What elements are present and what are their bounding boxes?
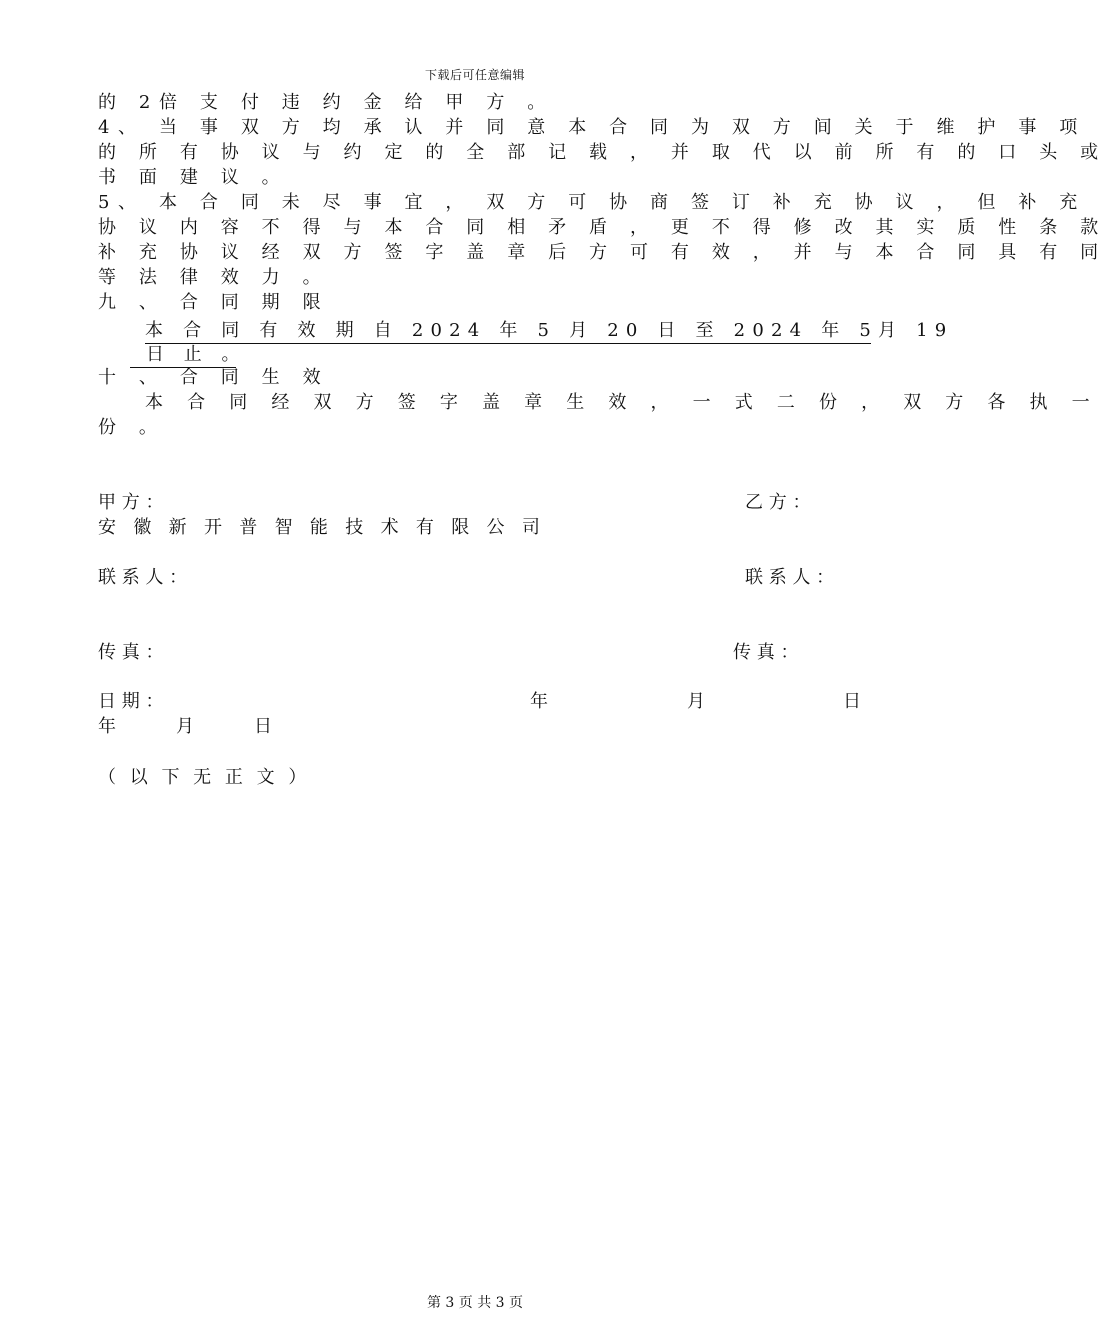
effect-text-end: 份 。 bbox=[98, 417, 166, 438]
term-period-text: 本 合 同 有 效 期 自 2024 年 5 月 20 日 至 2024 年 5月 19 bbox=[145, 320, 954, 341]
contact-a-label: 联 系 人 ： bbox=[98, 567, 188, 588]
date-day: 日 bbox=[843, 691, 861, 712]
paragraph-line: 书 面 建 议 。 bbox=[98, 167, 289, 188]
paragraph-line: 的 所 有 协 议 与 约 定 的 全 部 记 载 ， 并 取 代 以 前 所 有 的 口 头 或 bbox=[98, 142, 1107, 163]
section-title-term: 九 、 合 同 期 限 bbox=[98, 292, 330, 313]
party-a-label: 甲 方 ： bbox=[98, 492, 164, 513]
section-title-effect: 十 、 合 同 生 效 bbox=[98, 367, 330, 388]
page-footer: 第 3 页 共 3 页 bbox=[426, 1295, 524, 1311]
contact-b-label: 联 系 人 ： bbox=[745, 567, 835, 588]
date2-day: 日 bbox=[254, 716, 272, 737]
fax-a-label: 传 真 ： bbox=[98, 642, 164, 663]
paragraph-line: 协 议 内 容 不 得 与 本 合 同 相 矛 盾 ， 更 不 得 修 改 其 实 质 性 条 款 bbox=[98, 217, 1107, 238]
end-note: （ 以 下 无 正 文 ） bbox=[98, 767, 311, 788]
paragraph-line: 的 2倍 支 付 违 约 金 给 甲 方 。 bbox=[98, 92, 554, 113]
paragraph-line: 5、 本 合 同 未 尽 事 宜 ， 双 方 可 协 商 签 订 补 充 协 议 ， 但 补 充 bbox=[98, 192, 1086, 213]
effect-text: 本 合 同 经 双 方 签 字 盖 章 生 效 ， 一 式 二 份 ， 双 方 各 执 一 bbox=[145, 392, 1099, 413]
paragraph-line: 补 充 协 议 经 双 方 签 字 盖 章 后 方 可 有 效 ， 并 与 本 合 同 具 有 同 bbox=[98, 242, 1107, 263]
date-label: 日 期 ： bbox=[98, 691, 164, 712]
party-a-name: 安 徽 新 开 普 智 能 技 术 有 限 公 司 bbox=[98, 517, 546, 538]
page-header: 下载后可任意编辑 bbox=[424, 68, 525, 82]
term-period-end: 日 止 。 bbox=[130, 342, 236, 368]
date2-month: 月 bbox=[176, 716, 194, 737]
party-b-label: 乙 方 ： bbox=[745, 492, 811, 513]
fax-b-label: 传 真 ： bbox=[733, 642, 799, 663]
date-month: 月 bbox=[687, 691, 705, 712]
date2-year: 年 bbox=[98, 716, 116, 737]
paragraph-line: 等 法 律 效 力 。 bbox=[98, 267, 330, 288]
date-year: 年 bbox=[530, 691, 548, 712]
term-period-line bbox=[145, 318, 954, 344]
paragraph-line: 4、 当 事 双 方 均 承 认 并 同 意 本 合 同 为 双 方 间 关 于 维 护 事 项 bbox=[98, 117, 1086, 138]
